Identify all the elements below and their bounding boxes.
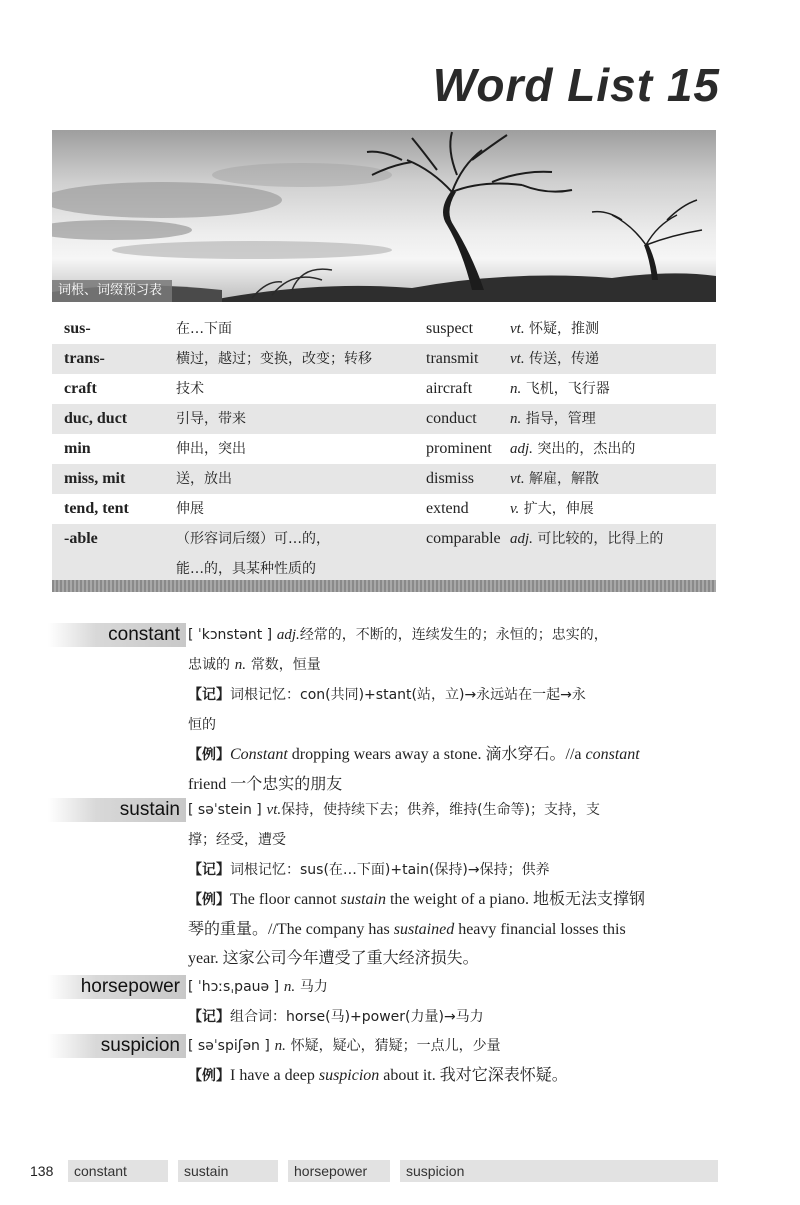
word-definition-cell <box>510 464 716 494</box>
banner-tag: 词根、词缀预习表 <box>52 280 172 302</box>
pos: n. <box>283 979 296 995</box>
example-text: dropping wears away a stone. 滴水穿石。//a <box>287 746 586 763</box>
footer-item: suspicion <box>390 1160 464 1182</box>
root-row <box>52 494 716 524</box>
root-cell: sus- <box>64 320 91 337</box>
root-row <box>52 374 716 404</box>
phonetic: [ səˈstein ] <box>188 802 262 818</box>
example-word-cell: dismiss <box>426 470 475 487</box>
example-text: about it. 我对它深表怀疑。 <box>379 1067 568 1084</box>
example-word-cell: conduct <box>426 410 477 427</box>
root-cell: duc, duct <box>64 410 128 427</box>
example-text: year. 这家公司今年遭受了重大经济损失。 <box>188 950 479 967</box>
example-word: suspicion <box>318 1067 380 1084</box>
definition: 怀疑，疑心，猜疑；一点儿，少量 <box>290 1038 501 1054</box>
meaning-cell <box>176 344 426 374</box>
headword: suspicion <box>48 1034 186 1058</box>
meaning-cell <box>176 434 426 464</box>
memory-note: 词根记忆：sus(在…下面)+tain(保持)→保持；供养 <box>230 862 550 878</box>
definition: 解雇，解散 <box>529 471 600 487</box>
pos: vt. <box>510 471 525 487</box>
definition: 飞机，飞行器 <box>525 381 610 397</box>
example-word-cell: extend <box>426 500 469 517</box>
root-cell: craft <box>64 380 97 397</box>
definition: 马力 <box>299 979 328 995</box>
example-text: 琴的重量。//The company has <box>188 921 394 938</box>
page-title: Word List 15 <box>432 59 720 111</box>
phonetic: [ səˈspiʃən ] <box>188 1038 270 1054</box>
pos: n. <box>510 411 522 427</box>
meaning-line: 能…的，具某种性质的 <box>176 561 316 577</box>
memory-note: 组合词：horse(马)+power(力量)→马力 <box>230 1009 484 1025</box>
memory-tag: 【记】 <box>188 687 230 703</box>
entry-body <box>188 972 720 1032</box>
meaning-line: 引导，带来 <box>176 411 246 427</box>
definition: 怀疑，推测 <box>529 321 600 337</box>
meaning-line: 横过，越过；变换，改变；转移 <box>176 351 372 367</box>
meaning-cell <box>176 404 426 434</box>
root-row <box>52 344 716 374</box>
root-row <box>52 524 716 584</box>
tree-silhouette-image <box>52 130 716 302</box>
definition: 经常的，不断的，连续发生的；永恒的；忠实的， <box>299 627 608 643</box>
word-definition-cell <box>510 404 716 434</box>
meaning-cell <box>176 464 426 494</box>
pos: adj. <box>510 441 533 457</box>
definition: 常数，恒量 <box>250 657 321 673</box>
example-word-cell: aircraft <box>426 380 473 397</box>
entry-body <box>188 1031 720 1091</box>
root-cell: tend, tent <box>64 500 129 517</box>
example-tag: 【例】 <box>188 892 230 908</box>
word-definition-cell <box>510 434 716 464</box>
meaning-cell <box>176 314 426 344</box>
meaning-line: 送，放出 <box>176 471 232 487</box>
headword: horsepower <box>48 975 186 999</box>
footer-item: constant <box>58 1160 127 1182</box>
example-word: sustained <box>393 921 455 938</box>
example-text: heavy financial losses this <box>454 921 626 938</box>
footer-item: sustain <box>168 1160 228 1182</box>
root-cell: -able <box>64 530 98 547</box>
example-word-cell: prominent <box>426 440 492 457</box>
word-definition-cell <box>510 524 716 584</box>
example-word: sustain <box>340 891 386 908</box>
headword: sustain <box>48 798 186 822</box>
pos: n. <box>510 381 522 397</box>
root-cell: min <box>64 440 91 457</box>
pos: adj. <box>276 627 300 643</box>
pos: v. <box>510 501 520 517</box>
root-affix-table <box>52 314 716 584</box>
example-tag: 【例】 <box>188 747 230 763</box>
pos: vt. <box>510 321 525 337</box>
headword: constant <box>48 623 186 647</box>
root-row <box>52 404 716 434</box>
entry-body <box>188 620 720 799</box>
phonetic: [ ˈhɔːsˌpauə ] <box>188 979 280 995</box>
footer-item: horsepower <box>278 1160 367 1182</box>
page-number: 138 <box>30 1163 54 1179</box>
example-tag: 【例】 <box>188 1068 230 1084</box>
meaning-cell <box>176 494 426 524</box>
definition: 扩大，伸展 <box>523 501 594 517</box>
meaning-line: 技术 <box>176 381 204 397</box>
definition: 突出的，杰出的 <box>537 441 636 457</box>
page-footer <box>30 1160 720 1182</box>
definition: 传送，传递 <box>529 351 600 367</box>
definition: 保持，使持续下去；供养，维持(生命等)；支持，支 <box>281 802 601 818</box>
meaning-line: 在…下面 <box>176 321 232 337</box>
example-word-cell: transmit <box>426 350 479 367</box>
root-row <box>52 434 716 464</box>
example-word: Constant <box>230 746 288 763</box>
meaning-line: （形容词后缀）可…的， <box>176 531 330 547</box>
definition: 忠诚的 <box>188 657 230 673</box>
meaning-cell <box>176 374 426 404</box>
pos: n. <box>274 1038 286 1054</box>
root-cell: miss, mit <box>64 470 126 487</box>
example-word: constant <box>585 746 640 763</box>
example-word-cell: comparable <box>426 530 501 547</box>
word-definition-cell <box>510 314 716 344</box>
definition: 撑；经受，遭受 <box>188 832 286 848</box>
word-definition-cell <box>510 494 716 524</box>
example-text: friend 一个忠实的朋友 <box>188 776 343 793</box>
example-word-cell: suspect <box>426 320 474 337</box>
word-definition-cell <box>510 344 716 374</box>
definition: 指导，管理 <box>525 411 596 427</box>
banner-photo <box>52 130 716 302</box>
example-text: I have a deep <box>230 1067 319 1084</box>
word-definition-cell <box>510 374 716 404</box>
meaning-line: 伸出，突出 <box>176 441 246 457</box>
memory-tag: 【记】 <box>188 1009 230 1025</box>
pos: n. <box>234 657 247 673</box>
memory-note: 恒的 <box>188 717 216 733</box>
pos: vt. <box>510 351 525 367</box>
example-text: the weight of a piano. 地板无法支撑钢 <box>385 891 646 908</box>
root-row <box>52 464 716 494</box>
meaning-line: 伸展 <box>176 501 204 517</box>
footer-word-index <box>58 1160 718 1182</box>
pos: vt. <box>266 802 282 818</box>
meaning-cell <box>176 524 426 584</box>
example-text: The floor cannot <box>230 891 341 908</box>
entry-body <box>188 795 720 973</box>
phonetic: [ ˈkɔnstənt ] <box>188 627 273 643</box>
root-cell: trans- <box>64 350 105 367</box>
memory-note: 词根记忆：con(共同)+stant(站，立)→永远站在一起→永 <box>230 687 586 703</box>
root-row <box>52 314 716 344</box>
definition: 可比较的，比得上的 <box>537 531 664 547</box>
table-bottom-border <box>52 580 716 592</box>
memory-tag: 【记】 <box>188 862 230 878</box>
pos: adj. <box>510 531 533 547</box>
